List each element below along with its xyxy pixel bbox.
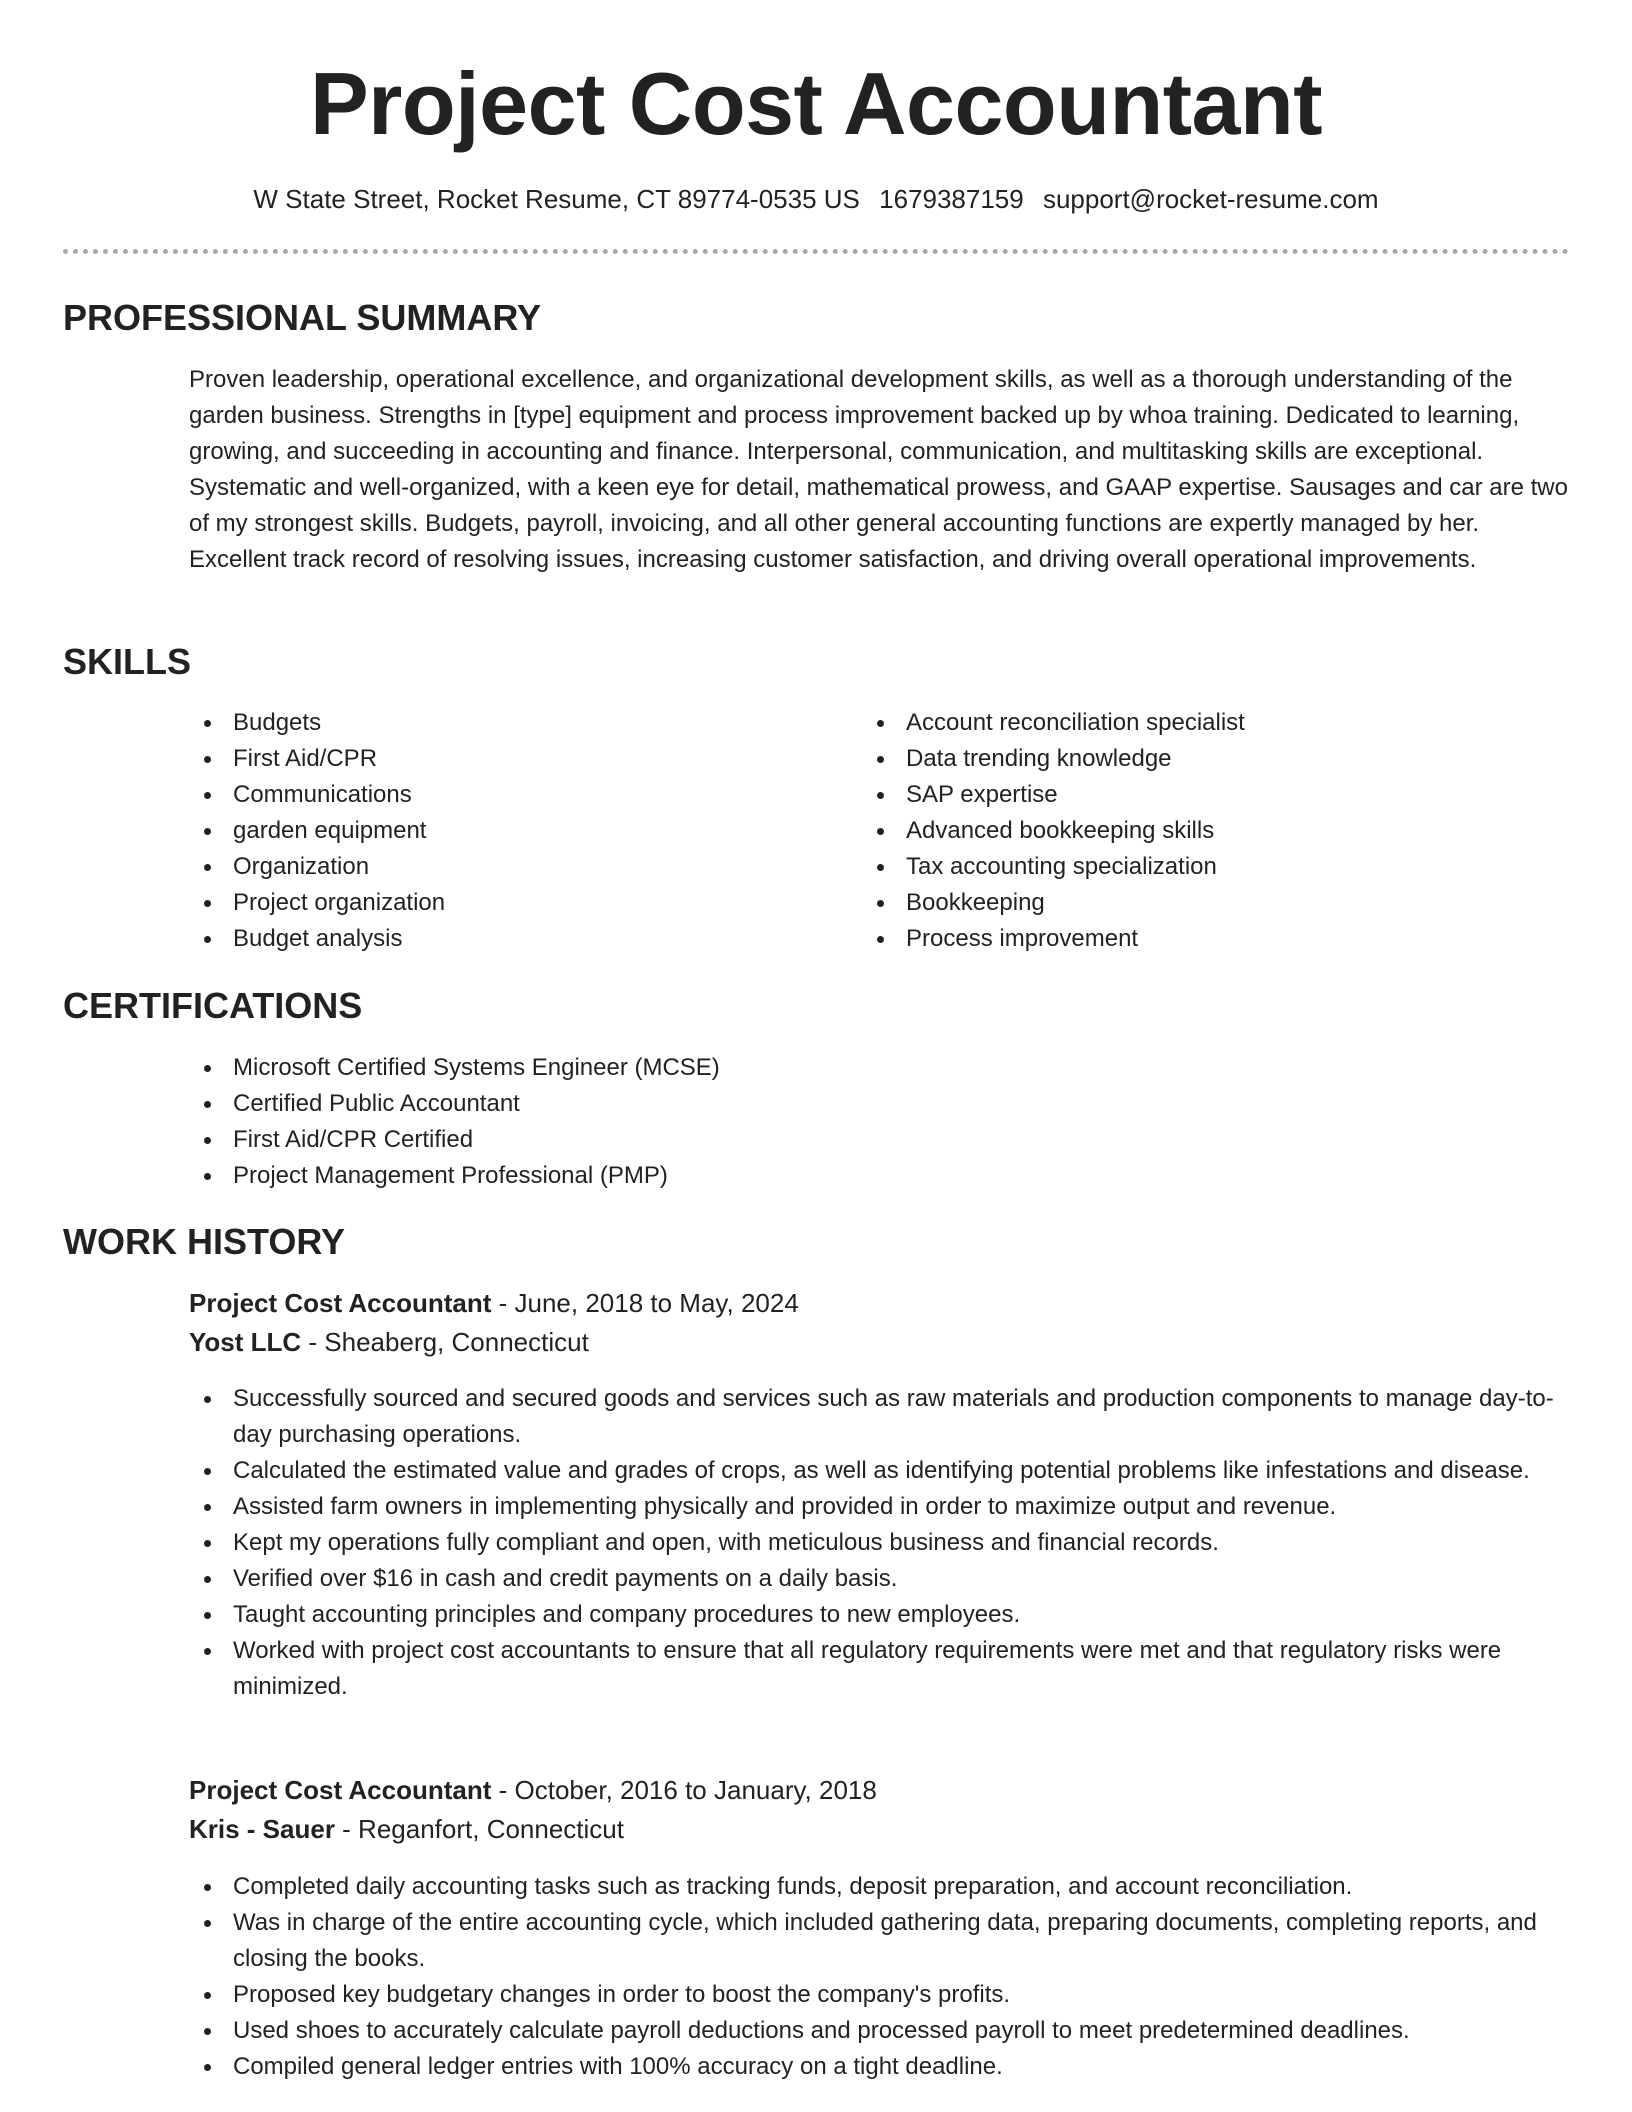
job-bullets bbox=[189, 1381, 1569, 1705]
skill-item: Organization bbox=[189, 849, 849, 885]
skills-list-left bbox=[189, 705, 849, 957]
skill-item: Advanced bookkeeping skills bbox=[862, 813, 1562, 849]
header-divider bbox=[63, 249, 1569, 254]
job-bullet: Calculated the estimated value and grades of crops, as well as identifying potential problems like infestations and disease. bbox=[189, 1453, 1569, 1489]
summary-heading: PROFESSIONAL SUMMARY bbox=[63, 297, 542, 338]
contact-line bbox=[0, 182, 1632, 216]
skill-item: Project organization bbox=[189, 885, 849, 921]
skill-item: Account reconciliation specialist bbox=[862, 705, 1562, 741]
skill-item: Communications bbox=[189, 777, 849, 813]
job-bullet: Kept my operations fully compliant and open, with meticulous business and financial records. bbox=[189, 1525, 1569, 1561]
job-title-line bbox=[189, 1285, 799, 1321]
skill-item: Budget analysis bbox=[189, 921, 849, 957]
skill-item: Tax accounting specialization bbox=[862, 849, 1562, 885]
job-role: Project Cost Accountant bbox=[189, 1288, 492, 1318]
summary-text: Proven leadership, operational excellence, and organizational development skills, as well as a thorough understanding of the garden business. Strengths in [type] equipment and process improvement backed up by whoa training. Dedicated to learning, growing, and succeeding in accounting and finance. Interpersonal, communication, and multitasking skills are exceptional. Systematic and well-organized, with a keen eye for detail, mathematical prowess, and GAAP expertise. Sausages and car are two of my strongest skills. Budgets, payroll, invoicing, and all other general accounting functions are expertly managed by her. Excellent track record of resolving issues, increasing customer satisfaction, and driving overall operational improvements. bbox=[189, 366, 1568, 573]
job-bullet: Taught accounting principles and company procedures to new employees. bbox=[189, 1597, 1569, 1633]
skill-item: Data trending knowledge bbox=[862, 741, 1562, 777]
skills-heading: SKILLS bbox=[63, 641, 192, 682]
job-bullet: Completed daily accounting tasks such as tracking funds, deposit preparation, and account reconciliation. bbox=[189, 1869, 1569, 1905]
job-company: Kris - Sauer bbox=[189, 1814, 335, 1844]
job-company-line bbox=[189, 1811, 624, 1847]
skill-item: Bookkeeping bbox=[862, 885, 1562, 921]
job-bullet: Worked with project cost accountants to ensure that all regulatory requirements were met and that regulatory risks were minimized. bbox=[189, 1633, 1569, 1705]
contact-email: support@rocket-resume.com bbox=[1042, 184, 1379, 214]
certification-item: Certified Public Accountant bbox=[189, 1086, 1569, 1122]
skill-item: First Aid/CPR bbox=[189, 741, 849, 777]
job-bullets bbox=[189, 1869, 1569, 2085]
job-dates: - October, 2016 to January, 2018 bbox=[491, 1775, 877, 1805]
job-dates: - June, 2018 to May, 2024 bbox=[491, 1288, 799, 1318]
job-role: Project Cost Accountant bbox=[189, 1775, 492, 1805]
skills-list-right bbox=[862, 705, 1562, 957]
job-title-line bbox=[189, 1772, 877, 1808]
skill-item: Process improvement bbox=[862, 921, 1562, 957]
job-company-line bbox=[189, 1324, 589, 1360]
job-bullet: Compiled general ledger entries with 100% accuracy on a tight deadline. bbox=[189, 2049, 1569, 2085]
job-location: - Reganfort, Connecticut bbox=[334, 1814, 624, 1844]
candidate-name: Project Cost Accountant bbox=[309, 54, 1322, 153]
skill-item: SAP expertise bbox=[862, 777, 1562, 813]
job-bullet: Successfully sourced and secured goods and services such as raw materials and production components to manage day-to-day purchasing operations. bbox=[189, 1381, 1569, 1453]
certification-item: Microsoft Certified Systems Engineer (MCSE) bbox=[189, 1050, 1569, 1086]
job-bullet: Assisted farm owners in implementing physically and provided in order to maximize output and revenue. bbox=[189, 1489, 1569, 1525]
job-bullet: Used shoes to accurately calculate payroll deductions and processed payroll to meet predetermined deadlines. bbox=[189, 2013, 1569, 2049]
certification-item: First Aid/CPR Certified bbox=[189, 1122, 1569, 1158]
certification-item: Project Management Professional (PMP) bbox=[189, 1158, 1569, 1194]
job-bullet: Was in charge of the entire accounting cycle, which included gathering data, preparing documents, completing reports, and closing the books. bbox=[189, 1905, 1569, 1977]
work-history-heading: WORK HISTORY bbox=[63, 1221, 346, 1262]
skill-item: Budgets bbox=[189, 705, 849, 741]
job-location: - Sheaberg, Connecticut bbox=[301, 1327, 589, 1357]
job-company: Yost LLC bbox=[189, 1327, 302, 1357]
job-bullet: Verified over $16 in cash and credit payments on a daily basis. bbox=[189, 1561, 1569, 1597]
contact-address: W State Street, Rocket Resume, CT 89774-0535 US bbox=[253, 184, 860, 214]
skill-item: garden equipment bbox=[189, 813, 849, 849]
contact-phone: 1679387159 bbox=[879, 184, 1024, 214]
job-bullet: Proposed key budgetary changes in order to boost the company's profits. bbox=[189, 1977, 1569, 2013]
certifications-list bbox=[189, 1050, 1569, 1194]
certifications-heading: CERTIFICATIONS bbox=[63, 985, 363, 1026]
